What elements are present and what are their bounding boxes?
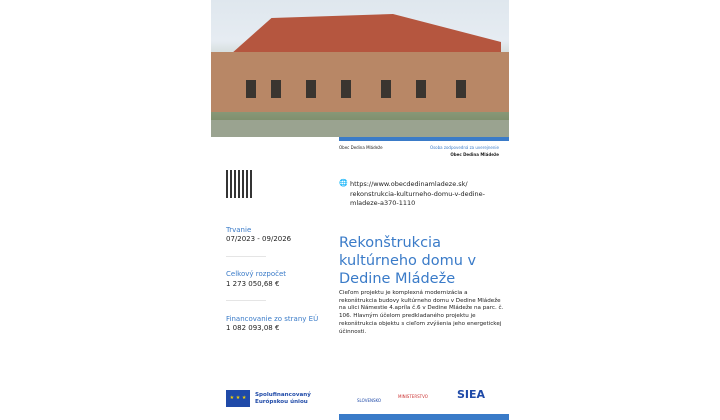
accent-bar-bottom bbox=[339, 414, 509, 420]
duration-label: Trvanie bbox=[226, 226, 252, 234]
project-poster bbox=[211, 0, 509, 420]
slovensko-logo: SLOVENSKO bbox=[357, 398, 382, 403]
project-url[interactable]: https://www.obecdedinamladeze.sk/ rekonstrukcia-kulturneho-domu-v-dedine- mladeze-a370-1110 bbox=[350, 180, 486, 207]
building-photo bbox=[211, 0, 509, 137]
responsible-label: Osoba zodpovedná za uverejnenie bbox=[429, 145, 499, 150]
globe-icon: 🌐 bbox=[339, 179, 348, 187]
accent-bar-top bbox=[339, 137, 509, 141]
budget-label: Celkový rozpočet bbox=[226, 270, 287, 278]
org-name: Obec Dedina Mládeže bbox=[339, 145, 383, 150]
eu-line-1: Spolufinancovaný bbox=[255, 392, 311, 398]
qr-code[interactable] bbox=[226, 170, 254, 198]
budget-value: 1 273 050,68 € bbox=[226, 280, 280, 288]
project-title: Rekonštrukcia kultúrneho domu v Dedine Mládeže bbox=[339, 235, 477, 287]
responsible-name: Obec Dedina Mládeže bbox=[450, 152, 499, 157]
eu-funding-value: 1 082 093,08 € bbox=[226, 324, 280, 332]
siea-logo: SIEA bbox=[457, 388, 486, 401]
ministry-logo: MINISTERSTVO bbox=[398, 394, 428, 399]
eu-cofunded-text bbox=[255, 392, 311, 406]
eu-line-2: Európskou úniou bbox=[255, 399, 308, 405]
duration-value: 07/2023 - 09/2026 bbox=[226, 235, 292, 243]
eu-funding-label: Financovanie zo strany EÚ bbox=[226, 315, 319, 323]
project-description: Cieľom projektu je komplexná modernizácia a rekonštrukcia budovy kultúrneho domu v Dedine Mládeže na ulici Námestie 4.apríla č.6 v Dedine Mládeže na parc. č. 106. Hlavným účelom predkladaného projektu je rekonštrukcia objektu s cieľom zvýšenia jeho energetickej účinnosti. bbox=[339, 290, 504, 335]
eu-flag-icon: ★ ★ ★ bbox=[226, 390, 250, 407]
